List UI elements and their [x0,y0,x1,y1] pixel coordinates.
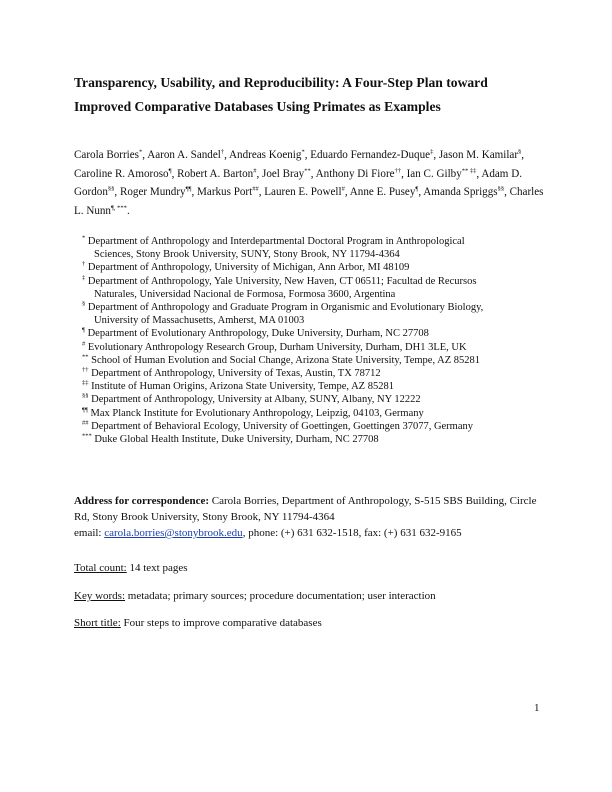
total-count [74,561,188,576]
affiliation-mark: †† [82,366,89,374]
author-name: Eduardo Fernandez-Duque [310,149,431,161]
affiliation-item [74,407,554,420]
affiliation-text: Department of Anthropology, Yale University, New Haven, CT 06511; Facultad de Recursos [87,275,477,287]
affiliation-mark: # [82,340,86,348]
author-affiliation-mark: # [253,166,257,174]
author-separator: , [476,167,482,180]
affiliation-mark: ‡ [82,274,86,282]
author [439,149,524,161]
author-separator: , [224,149,230,161]
affiliation-list [74,235,554,446]
author-separator: , [504,186,510,198]
author-name: Markus Port [197,186,253,198]
author-separator: , [304,149,311,161]
affiliation-mark: *** [82,432,92,440]
author [264,186,350,198]
author-separator: , [142,149,148,161]
affiliation-text: Duke Global Health Institute, Duke University, Durham, NC 27708 [94,434,379,446]
affiliation-text-continued: University of Massachusetts, Amherst, MA 01003 [94,315,305,327]
author [197,186,264,198]
author [147,149,229,161]
author-name: Carola Borries [74,149,140,161]
affiliation-item [74,301,554,327]
key-words [74,589,436,604]
affiliation-item [74,354,554,367]
affiliation-mark: ‡‡ [82,379,89,387]
affiliation-mark: ¶¶ [82,406,88,414]
affiliation-text: Department of Behavioral Ecology, University of Goettingen, Goettingen 37077, Germany [91,420,474,432]
affiliation-item [74,367,554,380]
author-separator: , [521,149,525,161]
author [74,168,177,180]
author-name: Andreas Koenig [229,149,302,161]
author-separator: , [256,167,263,180]
author [74,149,147,161]
author-name: Anne E. Pusey [349,186,416,198]
email-label: email: [74,527,105,539]
author-affiliation-mark: ‡ [430,148,434,156]
author-separator: , [114,186,120,198]
author-affiliation-mark: § [518,148,522,156]
author [120,186,197,198]
affiliation-item [74,261,554,274]
affiliation-item [74,380,554,393]
author [423,186,509,198]
author-affiliation-mark: §§ [107,185,115,193]
affiliation-item [74,235,554,261]
author-affiliation-mark: †† [394,166,402,174]
affiliation-mark: § [82,300,86,308]
author-separator: . [126,204,130,217]
affiliation-text: Department of Anthropology, University at Albany, SUNY, Albany, NY 12222 [91,394,421,406]
affiliation-text: Evolutionary Anthropology Research Group, Durham University, Durham, DH1 3LE, UK [87,341,467,353]
short-title-value: Four steps to improve comparative databases [120,617,322,629]
title-line-2: Improved Comparative Databases Using Primates as Examples [74,99,441,114]
paper-title [74,71,544,119]
author-name: Joel Bray [262,167,305,180]
author-name: Aaron A. Sandel [147,149,221,161]
affiliation-text-continued: Sciences, Stony Brook University, SUNY, Stony Brook, NY 11794-4364 [94,249,400,261]
author-affiliation-mark: ¶, *** [110,203,127,211]
author-separator: , [433,149,439,161]
affiliation-mark: ** [82,353,89,361]
correspondence-address: Carola Borries, Department of Anthropology, S-515 SBS Building, Circle Rd, Stony Brook University, Stony Brook, NY 11794-4364 [74,495,537,523]
author-separator: , [418,186,424,198]
author-affiliation-mark: ¶¶ [185,185,192,193]
title-line-1: Transparency, Usability, and Reproducibility: A Four-Step Plan toward [74,75,488,90]
author-separator: , [258,186,265,198]
author [262,168,316,180]
author-affiliation-mark: ** ‡‡ [461,166,477,174]
affiliation-mark: ## [82,419,89,427]
affiliation-text: Department of Anthropology, University of Michigan, Ann Arbor, MI 48109 [87,262,410,274]
author [229,149,310,161]
author-affiliation-mark: ** [304,166,311,174]
affiliation-mark: † [82,260,86,268]
total-count-value: 14 text pages [126,562,188,574]
author [177,168,262,180]
affiliation-item [74,275,554,301]
author-name: Ian C. Gilby [406,167,462,180]
affiliation-text-continued: Naturales, Universidad Nacional de Formosa, Formosa 3600, Argentina [94,288,396,300]
author [310,149,439,161]
affiliation-text: Institute of Human Origins, Arizona State University, Tempe, AZ 85281 [91,381,394,393]
author-separator: , [344,186,350,198]
affiliation-item [74,393,554,406]
author-separator: , [310,167,316,180]
author-name: Charles L. Nunn [74,186,544,217]
short-title-label: Short title: [74,617,121,629]
author-name: Roger Mundry [119,186,186,198]
email-link[interactable]: carola.borries@stonybrook.edu [104,527,243,539]
author-affiliation-mark: ¶ [168,166,172,174]
author [350,186,424,198]
key-words-label: Key words: [74,590,126,602]
affiliation-item [74,420,554,433]
author-affiliation-mark: * [139,148,143,156]
author-name: Jason M. Kamilar [438,149,519,161]
author-affiliation-mark: † [220,148,225,156]
affiliation-mark: * [82,234,86,242]
affiliation-text: Max Planck Institute for Evolutionary Anthropology, Leipzig, 04103, Germany [90,407,424,419]
affiliation-item [74,433,554,446]
author-separator: , [401,167,407,180]
affiliation-item [74,327,554,340]
affiliation-mark: ¶ [82,326,85,334]
affiliation-text: Department of Anthropology and Graduate Program in Organismic and Evolutionary Biology, [87,302,484,314]
author-name: Lauren E. Powell [264,186,342,198]
phone-fax: , phone: (+) 631 632-1518, fax: (+) 631 632-9165 [242,527,462,539]
affiliation-text: School of Human Evolution and Social Change, Arizona State University, Tempe, AZ 85281 [91,354,480,366]
author-name: Adam D. Gordon [74,167,522,198]
author [407,168,482,180]
author-name: Anthony Di Fiore [315,167,395,180]
author [316,168,407,180]
affiliation-text: Department of Anthropology and Interdepartmental Doctoral Program in Anthropological [87,236,465,247]
page-number: 1 [534,702,540,714]
short-title [74,616,322,631]
author-separator: , [171,167,178,180]
affiliation-item [74,341,554,354]
author-affiliation-mark: * [301,148,305,156]
author-list [74,146,552,220]
author-name: Caroline R. Amoroso [74,167,169,180]
author-affiliation-mark: # [341,185,345,193]
author-affiliation-mark: ¶ [415,185,419,193]
correspondence-label: Address for correspondence: [74,495,210,507]
affiliation-mark: §§ [82,392,89,400]
author-name: Robert A. Barton [177,167,254,180]
key-words-value: metadata; primary sources; procedure documentation; user interaction [125,590,436,602]
correspondence-block [74,493,552,541]
affiliation-text: Department of Evolutionary Anthropology, Duke University, Durham, NC 27708 [87,328,429,340]
affiliation-text: Department of Anthropology, University of Texas, Austin, TX 78712 [91,368,381,380]
author-affiliation-mark: ## [252,185,259,193]
author-name: Amanda Spriggs [423,186,498,198]
total-count-label: Total count: [74,562,127,574]
author-separator: , [191,186,198,198]
author-affiliation-mark: §§ [497,185,505,193]
